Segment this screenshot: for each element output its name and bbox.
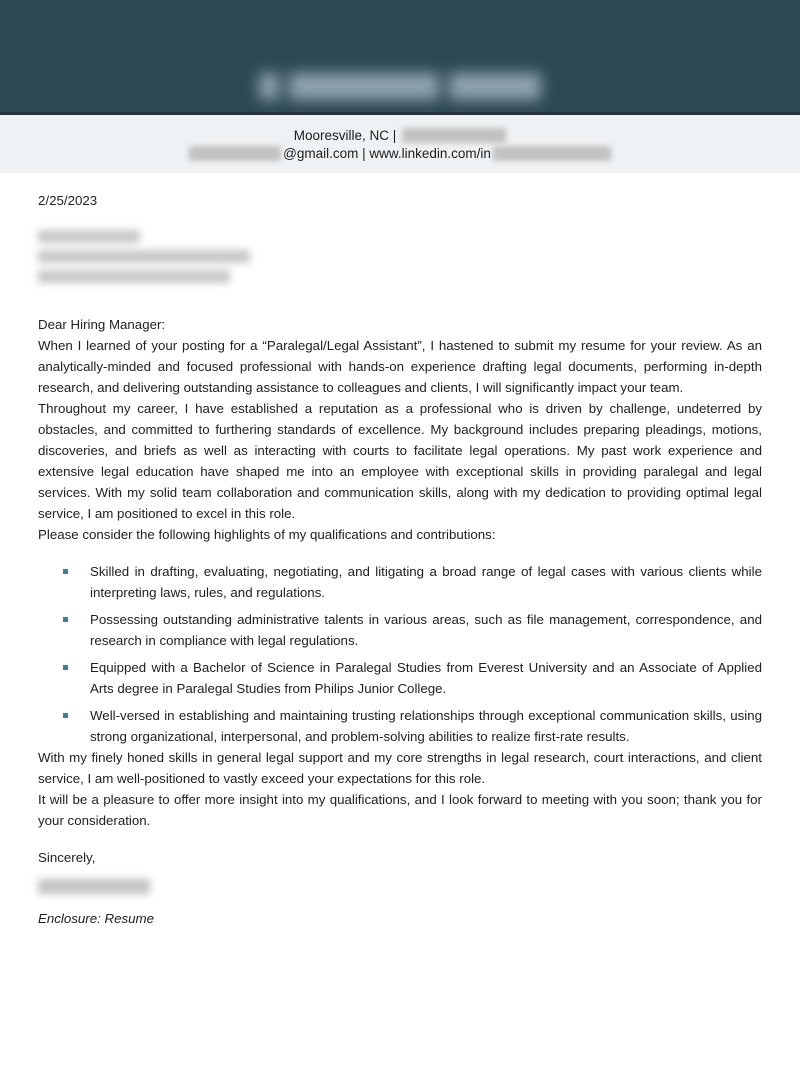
redacted-name-first [289, 73, 439, 100]
redacted-name-last [449, 73, 541, 100]
highlight-item-education: Equipped with a Bachelor of Science in Paralegal Studies from Everest University and an Associate of Applied Arts degree in Paralegal Studies from Philips Junior College. [38, 657, 762, 699]
header-band [0, 0, 800, 115]
highlight-item-skilled: Skilled in drafting, evaluating, negotiating, and litigating a broad range of legal cases with various clients while interpreting laws, rules, and regulations. [38, 561, 762, 603]
redacted-email-prefix [189, 146, 281, 161]
redacted-signature-name [38, 879, 150, 894]
signoff: Sincerely, [38, 850, 96, 865]
redacted-name-initial [259, 73, 279, 100]
contact-line-1 [294, 128, 507, 143]
redacted-name [259, 73, 541, 100]
letter-body [0, 190, 800, 929]
letter-date: 2/25/2023 [38, 193, 98, 208]
redacted-recipient-address [38, 230, 762, 283]
closing-paragraph-skills: With my finely honed skills in general legal support and my core strengths in legal research, court interactions, and client service, I am well-positioned to vastly exceed your expectations for this role. [38, 750, 762, 786]
paragraph-intro: When I learned of your posting for a “Paralegal/Legal Assistant”, I hastened to submit my resume for your review. As an analytically-minded and focused professional with hands-on experience drafting legal documents, performing in-depth research, and delivering outstanding assistance to colleagues and clients, I will significantly impact your team. [38, 338, 762, 395]
enclosure-note: Enclosure: Resume [38, 911, 155, 926]
redacted-address-line-1 [38, 230, 140, 243]
contact-location: Mooresville, NC | [293, 127, 397, 143]
highlight-item-administrative: Possessing outstanding administrative talents in various areas, such as file management, correspondence, and research in compliance with legal regulations. [38, 609, 762, 651]
redacted-address-line-3 [38, 270, 230, 283]
closing-paragraph-meeting: It will be a pleasure to offer more insight into my qualifications, and I look forward to meeting with you soon; thank you for your consideration. [38, 792, 762, 828]
redacted-phone [402, 128, 506, 143]
contact-email-linkedin: @gmail.com | www.linkedin.com/in [283, 145, 491, 161]
highlights-intro: Please consider the following highlights of my qualifications and contributions: [38, 527, 496, 542]
salutation: Dear Hiring Manager: [38, 317, 166, 332]
redacted-address-line-2 [38, 250, 250, 263]
paragraph-career: Throughout my career, I have established a reputation as a professional who is driven by challenge, undeterred by obstacles, and committed to furthering standards of excellence. My background includes preparing pleadings, motions, discoveries, and briefs as well as interacting with courts to facilitate legal operations. My past work experience and extensive legal education have shaped me into an employee with exceptional skills in providing paralegal and legal services. With my solid team collaboration and communication skills, along with my dedication to providing optimal legal service, I am positioned to excel in this role. [38, 401, 762, 521]
highlight-item-relationships: Well-versed in establishing and maintaining trusting relationships through exceptional communication skills, using strong organizational, interpersonal, and problem-solving abilities to realize first-rate results. [38, 705, 762, 747]
contact-line-2 [189, 146, 611, 161]
highlights-list [38, 561, 762, 747]
contact-band [0, 115, 800, 173]
redacted-linkedin-handle [493, 146, 611, 161]
